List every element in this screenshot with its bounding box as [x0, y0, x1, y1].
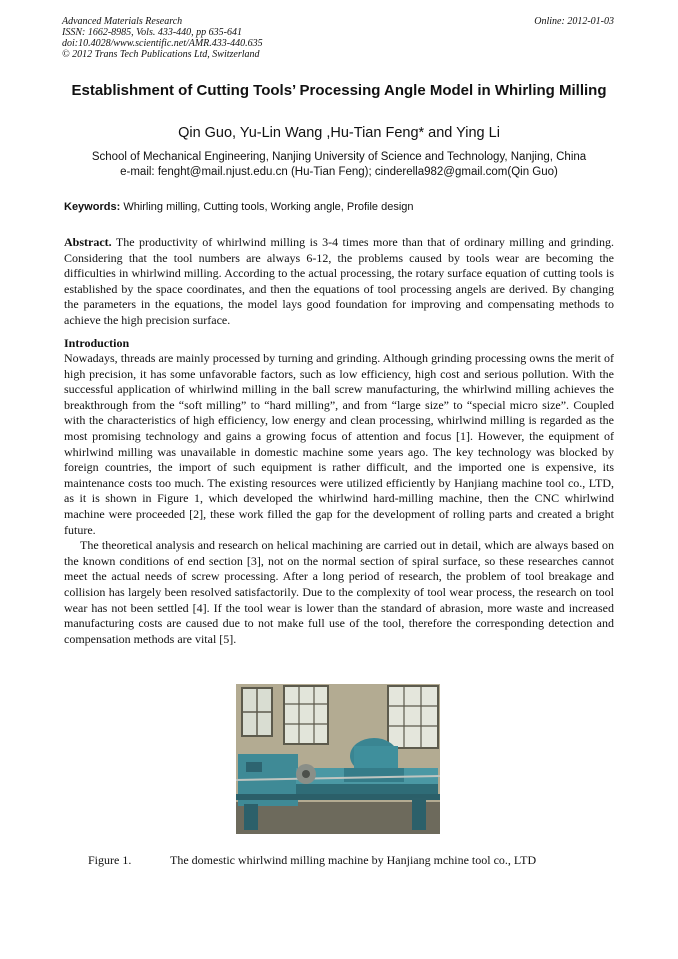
section-heading-introduction: Introduction: [64, 336, 130, 350]
paper-title: Establishment of Cutting Tools’ Processing Angle Model in Whirling Milling: [71, 82, 607, 99]
keywords: [64, 200, 618, 214]
figure-caption-text: The domestic whirlwind milling machine by Hanjiang mchine tool co., LTD: [170, 853, 537, 867]
intro-paragraph-1: Nowadays, threads are mainly processed by turning and grinding. Although grinding processing owns the merit of high precision, it has some unfavorable factors, such as low efficiency, high cost and serious pollution. With the successful application of whirlwind milling in the ball screw manufacturing, the whirlwind milling achieves the breakthrough from the “soft milling” to “hard milling”, and from “large size” to “special micro size”. Coupled with the characteristics of high efficiency, low energy and clean processing, whirlwind milling is regarded as the most promising technology and gains a growing focus of attention and focus [1]. However, the equipment of whirlwind milling was unavailable in domestic machine some years ago. The key technology was blocked by foreign countries, the import of such equipment is rather difficult, and the imported one is expensive, its maintenance costs too much. The existing resources were utilized efficiently by Hanjiang machine tool co., LTD, as it is shown in Figure 1, which developed the whirlwind hard-milling machine, then the CNC whirlwind machine were proceeded [2], these work filled the gap for the development of rolling parts and created a bright future.: [64, 351, 614, 537]
journal-issn: ISSN: 1662-8985, Vols. 433-440, pp 635-641: [62, 27, 242, 38]
intro-paragraph-2: The theoretical analysis and research on helical machining are carried out in detail, which are always based on the known conditions of end section [3], not on the normal section of spiral surface, so these researches cannot meet the actual needs of screw processing. After a long period of research, the problem of tool breakage and collision has largely been resolved satisfactorily. Due to the complexity of tool wear process, the research on tool wear has not been settled [4]. If the tool wear is lower than the standard of abrasion, more waste and increased manufacturing costs are caused due to not make full use of the tool, therefore the corresponding detection and compensation methods are vital [5].: [64, 538, 614, 646]
figure-number: Figure 1.: [88, 853, 132, 867]
figure-1-caption: [88, 853, 608, 868]
keywords-text: Whirling milling, Cutting tools, Working angle, Profile design: [123, 201, 414, 213]
journal-name: Advanced Materials Research: [62, 16, 183, 27]
author-emails: e-mail: fenght@mail.njust.edu.cn (Hu-Tian Feng); cinderella982@gmail.com(Qin Guo): [120, 166, 558, 178]
journal-copyright: © 2012 Trans Tech Publications Ltd, Switzerland: [62, 49, 260, 60]
affiliation-block: [50, 150, 628, 180]
abstract-text: The productivity of whirlwind milling is 3-4 times more than that of ordinary milling and grinding. Considering that the tool numbers are always 6-12, the problems caused by tools wear are becoming the difficulties in whirlwind milling. According to the actual processing, the rotary surface equation of cutting tools is established by the space coordinates, and then the equations of tool processing angels are derived. By changing the parameters in the equations, the model lays good foundation for improving and compensating methods to achieve the high precision surface.: [64, 235, 614, 327]
abstract: [64, 235, 614, 329]
journal-doi[interactable]: doi:10.4028/www.scientific.net/AMR.433-440.635: [62, 38, 263, 49]
abstract-label: Abstract.: [64, 235, 112, 249]
paper-authors: Qin Guo, Yu-Lin Wang ,Hu-Tian Feng* and Ying Li: [178, 125, 500, 141]
keywords-label: Keywords:: [64, 201, 121, 213]
introduction-body: [64, 351, 614, 647]
journal-header: [62, 16, 422, 60]
affiliation: School of Mechanical Engineering, Nanjing University of Science and Technology, Nanjing, China: [91, 151, 587, 163]
figure-1-machine-photo: [236, 684, 440, 834]
online-date: Online: 2012-01-03: [534, 16, 614, 27]
